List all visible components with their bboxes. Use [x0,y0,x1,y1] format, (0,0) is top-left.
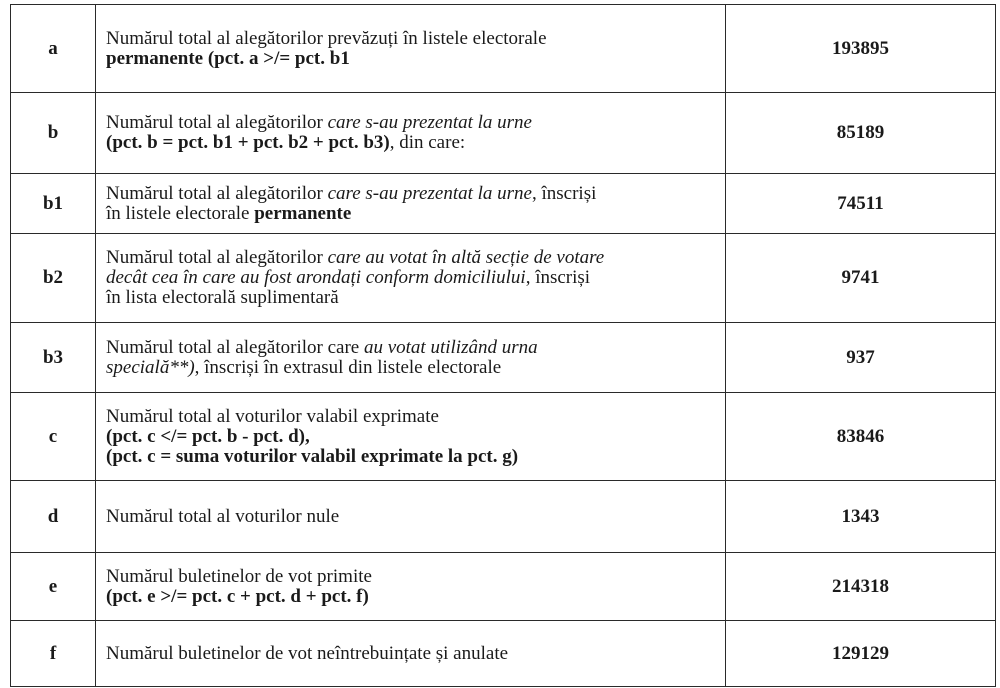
text-run: în listele electorale [106,202,255,224]
table-row [11,5,996,93]
description-line [106,268,715,288]
row-key: d [11,481,96,553]
row-value: 129129 [726,621,996,687]
description-line [106,288,715,308]
text-run: Numărul total al alegătorilor [106,112,328,133]
table-row [11,553,996,621]
text-run-italic: care au votat în altă secție de votare [327,247,605,268]
row-description [96,174,726,234]
table-row [11,621,996,687]
results-table [10,4,996,687]
row-description [96,93,726,174]
description-line [106,587,715,607]
row-value: 9741 [726,234,996,323]
row-value: 85189 [726,93,996,174]
text-run-bold: (pct. c = suma voturilor valabil exprimate la pct. g) [106,445,519,467]
text-run-bold: (pct. e >/= pct. c + pct. d + pct. f) [106,585,369,607]
description-line [106,248,715,268]
description-line [106,133,715,153]
row-key: b1 [11,174,96,234]
text-run: , înscriși [525,267,591,288]
row-description [96,553,726,621]
row-description [96,323,726,393]
row-description [96,234,726,323]
row-key: e [11,553,96,621]
description-line [106,567,715,587]
text-run-bold: (pct. c </= pct. b - pct. d), [106,425,310,447]
description-line [106,338,715,358]
text-run-italic: care s-au prezentat la urne [327,112,532,133]
row-key: f [11,621,96,687]
table-row [11,234,996,323]
row-description [96,5,726,93]
description-line [106,447,715,467]
table-row [11,481,996,553]
row-description [96,393,726,481]
text-run: Numărul total al alegătorilor care [106,336,364,358]
text-run-italic: care s-au prezentat la urne [327,182,532,204]
description-line [106,507,715,527]
row-key: b3 [11,323,96,393]
text-run-bold: permanente (pct. a >/= pct. b1 [106,47,350,69]
description-line [106,644,715,664]
row-description [96,621,726,687]
row-key: b [11,93,96,174]
table-row [11,174,996,234]
description-line [106,407,715,427]
description-line [106,204,715,224]
row-value: 937 [726,323,996,393]
text-run: Numărul buletinelor de vot neîntrebuințate și anulate [106,642,509,664]
text-run: Numărul total al voturilor nule [106,505,340,527]
table-row [11,323,996,393]
text-run-italic: specială**) [106,356,195,378]
text-run: , din care: [389,132,466,153]
row-key: b2 [11,234,96,323]
text-run: Numărul total al voturilor valabil exprimate [106,405,439,427]
row-key: a [11,5,96,93]
text-run: Numărul total al alegătorilor [106,247,328,268]
description-line [106,113,715,133]
description-line [106,49,715,69]
text-run-italic: decât cea în care au fost arondați conform domiciliului [106,267,526,288]
description-line [106,358,715,378]
table-row [11,93,996,174]
text-run: Numărul total al alegătorilor [106,182,328,204]
row-value: 1343 [726,481,996,553]
text-run-bold: (pct. b = pct. b1 + pct. b2 + pct. b3) [106,132,390,153]
text-run: , înscriși în extrasul din listele electorale [194,356,502,378]
text-run: Numărul buletinelor de vot primite [106,565,372,587]
table-row [11,393,996,481]
row-value: 74511 [726,174,996,234]
text-run-italic: au votat utilizând urna [363,336,538,358]
row-description [96,481,726,553]
row-value: 193895 [726,5,996,93]
description-line [106,184,715,204]
description-line [106,29,715,49]
description-line [106,427,715,447]
text-run: , înscriși [531,182,597,204]
row-key: c [11,393,96,481]
text-run: Numărul total al alegătorilor prevăzuți în listele electorale [106,27,547,49]
text-run: în lista electorală suplimentară [106,287,339,308]
row-value: 83846 [726,393,996,481]
row-value: 214318 [726,553,996,621]
text-run-bold: permanente [254,202,352,224]
